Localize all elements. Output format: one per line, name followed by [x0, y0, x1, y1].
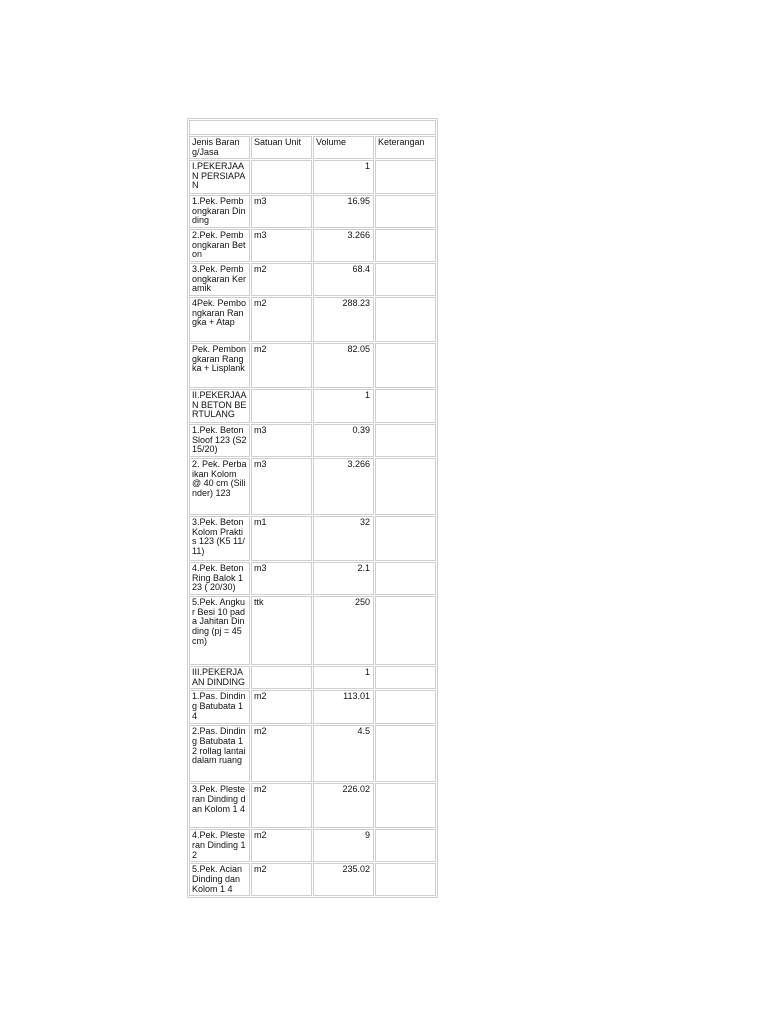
cell-volume: 68.4	[313, 263, 374, 296]
cell-satuan: m2	[251, 690, 312, 724]
cell-satuan	[251, 389, 312, 423]
cell-satuan: m2	[251, 725, 312, 782]
cell-keterangan	[375, 229, 436, 262]
cell-satuan: m2	[251, 829, 312, 862]
cell-satuan	[251, 666, 312, 689]
cell-satuan: m3	[251, 562, 312, 595]
cell-keterangan	[375, 516, 436, 561]
header-keterangan: Keterangan	[375, 136, 436, 159]
cell-keterangan	[375, 829, 436, 862]
cell-volume: 226.02	[313, 783, 374, 828]
table-row	[189, 783, 436, 828]
table-row	[189, 343, 436, 388]
table-row	[189, 389, 436, 423]
cell-keterangan	[375, 343, 436, 388]
cell-satuan	[251, 160, 312, 194]
table-row	[189, 725, 436, 782]
cell-satuan: m2	[251, 863, 312, 896]
cell-volume: 250	[313, 596, 374, 665]
cell-volume: 235.02	[313, 863, 374, 896]
cell-keterangan	[375, 297, 436, 342]
cell-volume: 1	[313, 666, 374, 689]
cell-keterangan	[375, 263, 436, 296]
cell-keterangan	[375, 783, 436, 828]
cell-satuan: m1	[251, 516, 312, 561]
cell-jenis: III.PEKERJAAN DINDING	[189, 666, 250, 689]
header-volume: Volume	[313, 136, 374, 159]
table-row	[189, 297, 436, 342]
table-row	[189, 863, 436, 896]
cell-keterangan	[375, 389, 436, 423]
cell-volume: 288.23	[313, 297, 374, 342]
cell-volume: 0.39	[313, 424, 374, 457]
cell-volume: 3.266	[313, 458, 374, 515]
cell-jenis: 2.Pas. Dinding Batubata 12 rollag lantai dalam ruang	[189, 725, 250, 782]
title-cell	[189, 120, 436, 135]
cell-jenis: 3.Pek. Beton Kolom Praktis 123 (K5 11/11)	[189, 516, 250, 561]
table-row	[189, 596, 436, 665]
header-row	[189, 136, 436, 159]
cell-keterangan	[375, 160, 436, 194]
table-row	[189, 263, 436, 296]
title-row	[189, 120, 436, 135]
cell-keterangan	[375, 690, 436, 724]
cell-jenis: 3.Pek. Pembongkaran Keramik	[189, 263, 250, 296]
table-row	[189, 229, 436, 262]
cell-keterangan	[375, 195, 436, 228]
cell-volume: 4.5	[313, 725, 374, 782]
table-row	[189, 160, 436, 194]
table-row	[189, 829, 436, 862]
cell-volume: 1	[313, 160, 374, 194]
cell-jenis: 2. Pek. Perbaikan Kolom @ 40 cm (Silinder) 123	[189, 458, 250, 515]
header-jenis: Jenis Barang/Jasa	[189, 136, 250, 159]
table-row	[189, 516, 436, 561]
cell-volume: 16.95	[313, 195, 374, 228]
cell-keterangan	[375, 458, 436, 515]
table-row	[189, 562, 436, 595]
cell-keterangan	[375, 424, 436, 457]
table-row	[189, 666, 436, 689]
cell-satuan: ttk	[251, 596, 312, 665]
cell-keterangan	[375, 863, 436, 896]
cell-jenis: I.PEKERJAAN PERSIAPAN	[189, 160, 250, 194]
cell-satuan: m2	[251, 783, 312, 828]
cell-keterangan	[375, 596, 436, 665]
cell-jenis: 4Pek. Pembongkaran Rangka + Atap	[189, 297, 250, 342]
cell-jenis: 2.Pek. Pembongkaran Beton	[189, 229, 250, 262]
cell-volume: 113.01	[313, 690, 374, 724]
cell-jenis: Pek. Pembongkaran Rangka + Lisplank	[189, 343, 250, 388]
cell-jenis: 5.Pek. Acian Dinding dan Kolom 1 4	[189, 863, 250, 896]
cell-jenis: 4.Pek. Beton Ring Balok 123 ( 20/30)	[189, 562, 250, 595]
cell-jenis: 1.Pas. Dinding Batubata 14	[189, 690, 250, 724]
cell-keterangan	[375, 666, 436, 689]
header-satuan: Satuan Unit	[251, 136, 312, 159]
cell-satuan: m3	[251, 195, 312, 228]
boq-sheet	[187, 118, 438, 898]
cell-volume: 9	[313, 829, 374, 862]
cell-satuan: m3	[251, 229, 312, 262]
table-row	[189, 424, 436, 457]
cell-volume: 1	[313, 389, 374, 423]
cell-satuan: m3	[251, 458, 312, 515]
cell-volume: 32	[313, 516, 374, 561]
cell-volume: 82.05	[313, 343, 374, 388]
cell-satuan: m2	[251, 343, 312, 388]
cell-keterangan	[375, 725, 436, 782]
cell-jenis: 1.Pek. Beton Sloof 123 (S2 15/20)	[189, 424, 250, 457]
cell-volume: 3.266	[313, 229, 374, 262]
cell-jenis: II.PEKERJAAN BETON BERTULANG	[189, 389, 250, 423]
cell-jenis: 5.Pek. Angkur Besi 10 pada Jahitan Dinding (pj = 45 cm)	[189, 596, 250, 665]
cell-jenis: 3.Pek. Plesteran Dinding dan Kolom 1 4	[189, 783, 250, 828]
cell-volume: 2.1	[313, 562, 374, 595]
cell-jenis: 1.Pek. Pembongkaran Dinding	[189, 195, 250, 228]
cell-satuan: m2	[251, 263, 312, 296]
table-row	[189, 195, 436, 228]
boq-table	[188, 119, 437, 897]
cell-jenis: 4.Pek. Plesteran Dinding 1 2	[189, 829, 250, 862]
table-row	[189, 690, 436, 724]
cell-satuan: m2	[251, 297, 312, 342]
table-row	[189, 458, 436, 515]
cell-keterangan	[375, 562, 436, 595]
cell-satuan: m3	[251, 424, 312, 457]
